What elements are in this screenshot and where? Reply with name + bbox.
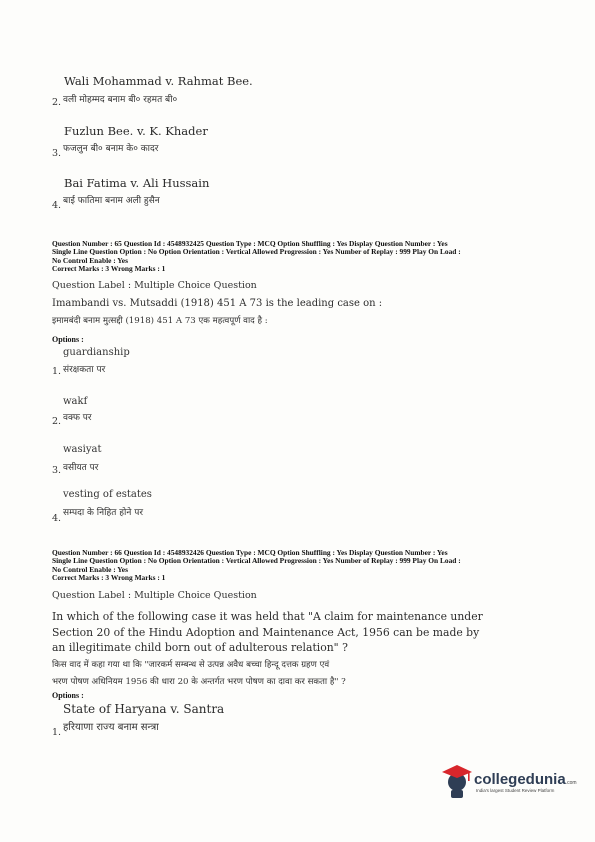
question-65-option-1-hi: संरक्षकता पर	[63, 365, 106, 375]
collegedunia-logo	[440, 762, 577, 802]
question-66-text-en-line: In which of the following case it was held that "A claim for maintenance under	[52, 610, 483, 623]
meta-line: Question Number : 65 Question Id : 4548932425 Question Type : MCQ Option Shuffling : Yes Display Question Number : Yes	[52, 239, 448, 248]
prev-option-4-hi: बाई फातिमा बनाम अली हुसैन	[63, 196, 160, 206]
question-65-option-4-hi: सम्पदा के निहित होने पर	[63, 508, 143, 518]
question-66-metadata	[52, 549, 552, 583]
meta-line: Single Line Question Option : No Option Orientation : Vertical Allowed Progression : Yes Number of Replay : 999 Play On Load :	[52, 247, 461, 257]
meta-line: Correct Marks : 3 Wrong Marks : 1	[52, 264, 166, 274]
question-66-text-en	[52, 609, 483, 656]
question-66-text-en-line: an illegitimate child born out of adulterous relation" ?	[52, 641, 348, 654]
prev-option-3-en: Fuzlun Bee. v. K. Khader	[64, 124, 208, 138]
question-66-label: Question Label : Multiple Choice Question	[52, 590, 257, 601]
question-65-option-3-en: wasiyat	[63, 444, 102, 455]
logo-name: collegedunia	[474, 771, 566, 788]
meta-line: Question Number : 66 Question Id : 4548932426 Question Type : MCQ Option Shuffling : Yes Display Question Number : Yes	[52, 548, 448, 557]
question-65-option-2-number: 2.	[52, 416, 62, 427]
meta-line: Single Line Question Option : No Option Orientation : Vertical Allowed Progression : Yes Number of Replay : 999 Play On Load :	[52, 556, 461, 566]
question-65-option-4-en: vesting of estates	[63, 489, 152, 500]
question-65-options-label: Options :	[52, 335, 84, 344]
prev-option-3-number: 3.	[52, 148, 62, 159]
question-65-text-en: Imambandi vs. Mutsaddi (1918) 451 A 73 is the leading case on :	[52, 298, 383, 309]
prev-option-2-number: 2.	[52, 97, 62, 108]
question-65-label: Question Label : Multiple Choice Question	[52, 280, 257, 291]
question-65-option-1-en: guardianship	[63, 347, 130, 358]
question-65-metadata	[52, 240, 552, 274]
question-65-option-2-hi: वक्फ पर	[63, 413, 92, 423]
prev-option-3-hi: फजलुन बी० बनाम के० कादर	[63, 144, 159, 154]
question-65-option-1-number: 1.	[52, 366, 62, 377]
prev-option-2-en: Wali Mohammad v. Rahmat Bee.	[64, 74, 253, 88]
question-66-option-1-number: 1.	[52, 727, 62, 738]
meta-line: No Control Enable : Yes	[52, 564, 128, 574]
question-65-option-2-en: wakf	[63, 396, 88, 407]
question-66-option-1-en: State of Haryana v. Santra	[63, 702, 225, 716]
question-65-option-4-number: 4.	[52, 513, 62, 524]
prev-option-4-en: Bai Fatima v. Ali Hussain	[64, 176, 210, 190]
logo-tagline: India's largest Student Review Platform	[476, 788, 555, 793]
logo-suffix: .com	[565, 780, 577, 786]
prev-option-4-number: 4.	[52, 200, 62, 211]
meta-line: Correct Marks : 3 Wrong Marks : 1	[52, 573, 166, 583]
logo-wordmark	[474, 769, 577, 788]
question-66-option-1-hi: हरियाणा राज्य बनाम सन्त्रा	[63, 722, 159, 733]
question-65-option-3-number: 3.	[52, 465, 62, 476]
question-65-option-3-hi: वसीयत पर	[63, 463, 99, 473]
meta-line: No Control Enable : Yes	[52, 255, 128, 265]
question-65-text-hi: इमामबंदी बनाम मुत्सद्दी (1918) 451 A 73 एक महत्वपूर्ण वाद है :	[52, 316, 268, 326]
graduate-cap-icon	[440, 762, 474, 800]
question-66-options-label: Options :	[52, 691, 84, 700]
question-66-text-hi	[52, 657, 346, 691]
question-66-text-hi-line: भरण पोषण अधिनियम 1956 की धारा 20 के अन्तर्गत भरण पोषण का दावा कर सकता है" ?	[52, 677, 346, 687]
prev-option-2-hi: वली मोहम्मद बनाम बी० रहमत बी०	[63, 95, 178, 105]
question-66-text-en-line: Section 20 of the Hindu Adoption and Maintenance Act, 1956 can be made by	[52, 625, 480, 639]
question-66-text-hi-line: किस वाद में कहा गया था कि "जारकर्म सम्बन्ध से उत्पन्न अवैध बच्चा हिन्दू दत्तक ग्रहण एवं	[52, 660, 330, 670]
